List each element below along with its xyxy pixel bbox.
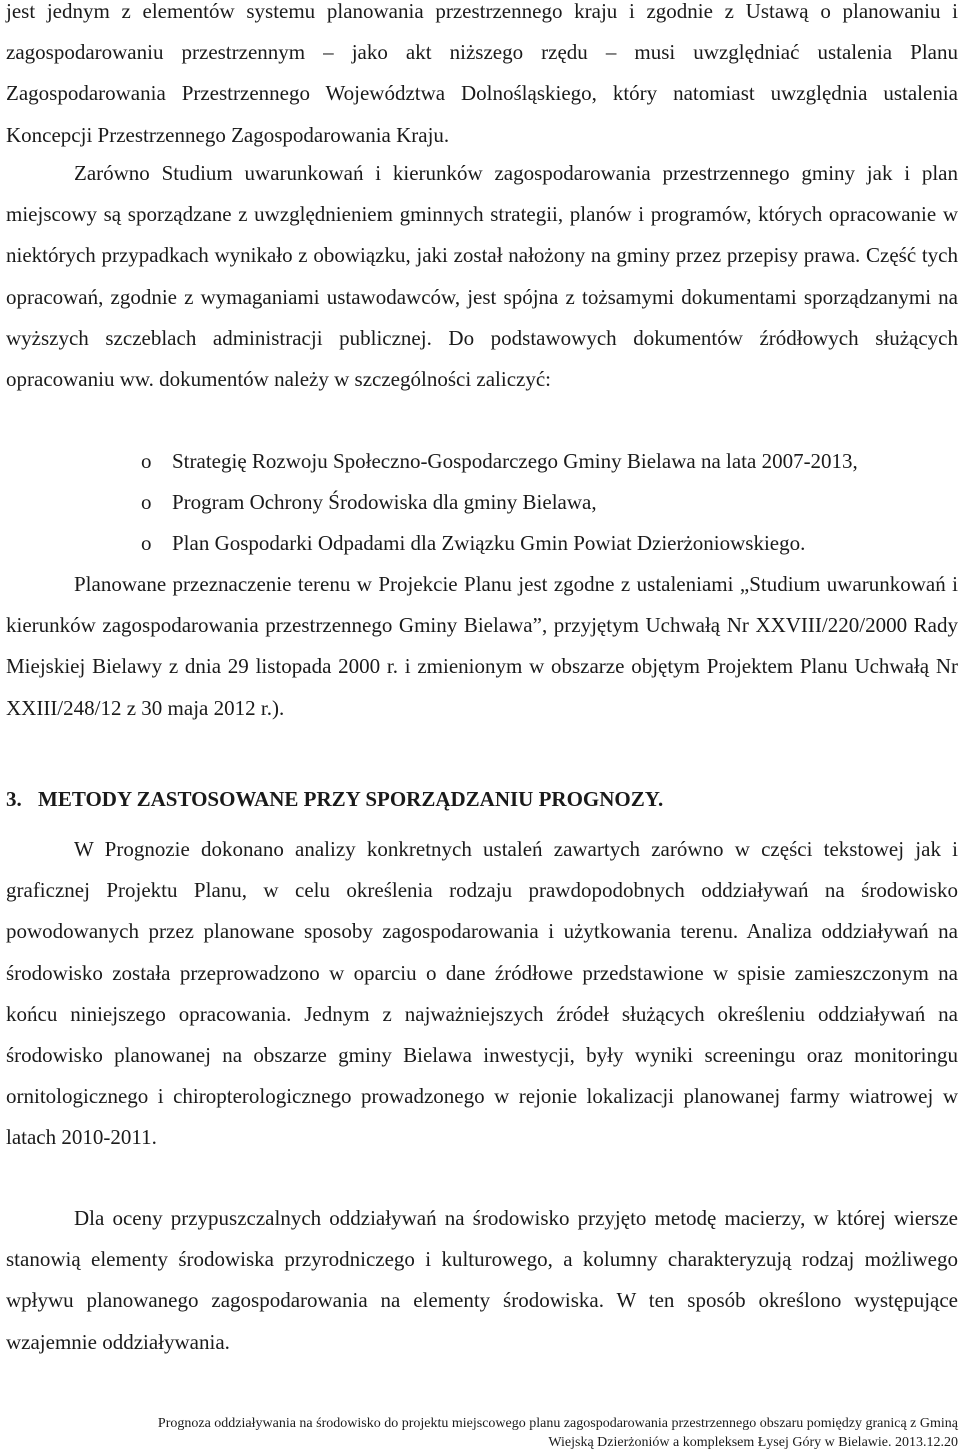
source-documents-list (6, 441, 958, 564)
list-item (6, 523, 958, 564)
list-item-text: Program Ochrony Środowiska dla gminy Bielawa, (172, 490, 597, 514)
list-item (6, 441, 958, 482)
section-title: METODY ZASTOSOWANE PRZY SPORZĄDZANIU PROGNOZY. (38, 787, 664, 811)
section-heading (6, 779, 663, 820)
list-item-text: Strategię Rozwoju Społeczno-Gospodarczego Gminy Bielawa na lata 2007-2013, (172, 449, 858, 473)
list-item (6, 482, 958, 523)
document-page (6, 0, 958, 1455)
list-bullet: o (141, 531, 152, 555)
body-paragraph: jest jednym z elementów systemu planowania przestrzennego kraju i zgodnie z Ustawą o planowaniu i zagospodarowaniu przestrzennym – jako akt niższego rzędu – musi uwzględniać ustalenia Planu Zagospodarowania Przestrzennego Województwa Dolnośląskiego, który natomiast uwzględnia ustalenia Koncepcji Przestrzennego Zagospodarowania Kraju. (6, 0, 958, 147)
section-number: 3. (6, 787, 22, 811)
footer-line: Wiejską Dzierżoniów a kompleksem Łysej Góry w Bielawie. 2013.12.20 (548, 1435, 958, 1450)
list-bullet: o (141, 449, 152, 473)
list-bullet: o (141, 490, 152, 514)
list-item-text: Plan Gospodarki Odpadami dla Związku Gmin Powiat Dzierżoniowskiego. (172, 531, 806, 555)
page-footer (6, 1414, 958, 1452)
body-paragraph: Zarówno Studium uwarunkowań i kierunków zagospodarowania przestrzennego gminy jak i plan miejscowy są sporządzane z uwzględnieniem gminnych strategii, planów i programów, których opracowanie w niektórych przypadkach wynikało z obowiązku, jaki został nałożony na gminy przez przepisy prawa. Część tych opracowań, zgodnie z wymaganiami ustawodawców, jest spójna z tożsamymi dokumentami sporządzanymi na wyższych szczeblach administracji publicznej. Do podstawowych dokumentów źródłowych służących opracowaniu ww. dokumentów należy w szczególności zaliczyć: (6, 161, 958, 392)
body-paragraph: W Prognozie dokonano analizy konkretnych ustaleń zawartych zarówno w części tekstowej jak i graficznej Projektu Planu, w celu określenia rodzaju prawdopodobnych oddziaływań na środowisko powodowanych przez planowane sposoby zagospodarowania i użytkowania terenu. Analiza oddziaływań na środowisko została przeprowadzono w oparciu o dane źródłowe przedstawione w spisie zamieszczonym na końcu niniejszego opracowania. Jednym z najważniejszych źródeł służących określeniu oddziaływań na środowisko planowanej na obszarze gminy Bielawa inwestycji, były wyniki screeningu oraz monitoringu ornitologicznego i chiropterologicznego prowadzonego w rejonie lokalizacji planowanej farmy wiatrowej w latach 2010-2011. (6, 837, 958, 1150)
footer-line: Prognoza oddziaływania na środowisko do projektu miejscowego planu zagospodarowania przestrzennego obszaru pomiędzy granicą z Gminą (157, 1416, 958, 1431)
body-paragraph: Dla oceny przypuszczalnych oddziaływań na środowisko przyjęto metodę macierzy, w której wiersze stanowią elementy środowiska przyrodniczego i kulturowego, a kolumny charakteryzują rodzaj możliwego wpływu planowanego zagospodarowania na elementy środowiska. W ten sposób określono występujące wzajemnie oddziaływania. (6, 1206, 958, 1354)
body-paragraph: Planowane przeznaczenie terenu w Projekcie Planu jest zgodne z ustaleniami „Studium uwarunkowań i kierunków zagospodarowania przestrzennego Gminy Bielawa”, przyjętym Uchwałą Nr XXVIII/220/2000 Rady Miejskiej Bielawy z dnia 29 listopada 2000 r. i zmienionym w obszarze objętym Projektem Planu Uchwałą Nr XXIII/248/12 z 30 maja 2012 r.). (6, 572, 958, 720)
